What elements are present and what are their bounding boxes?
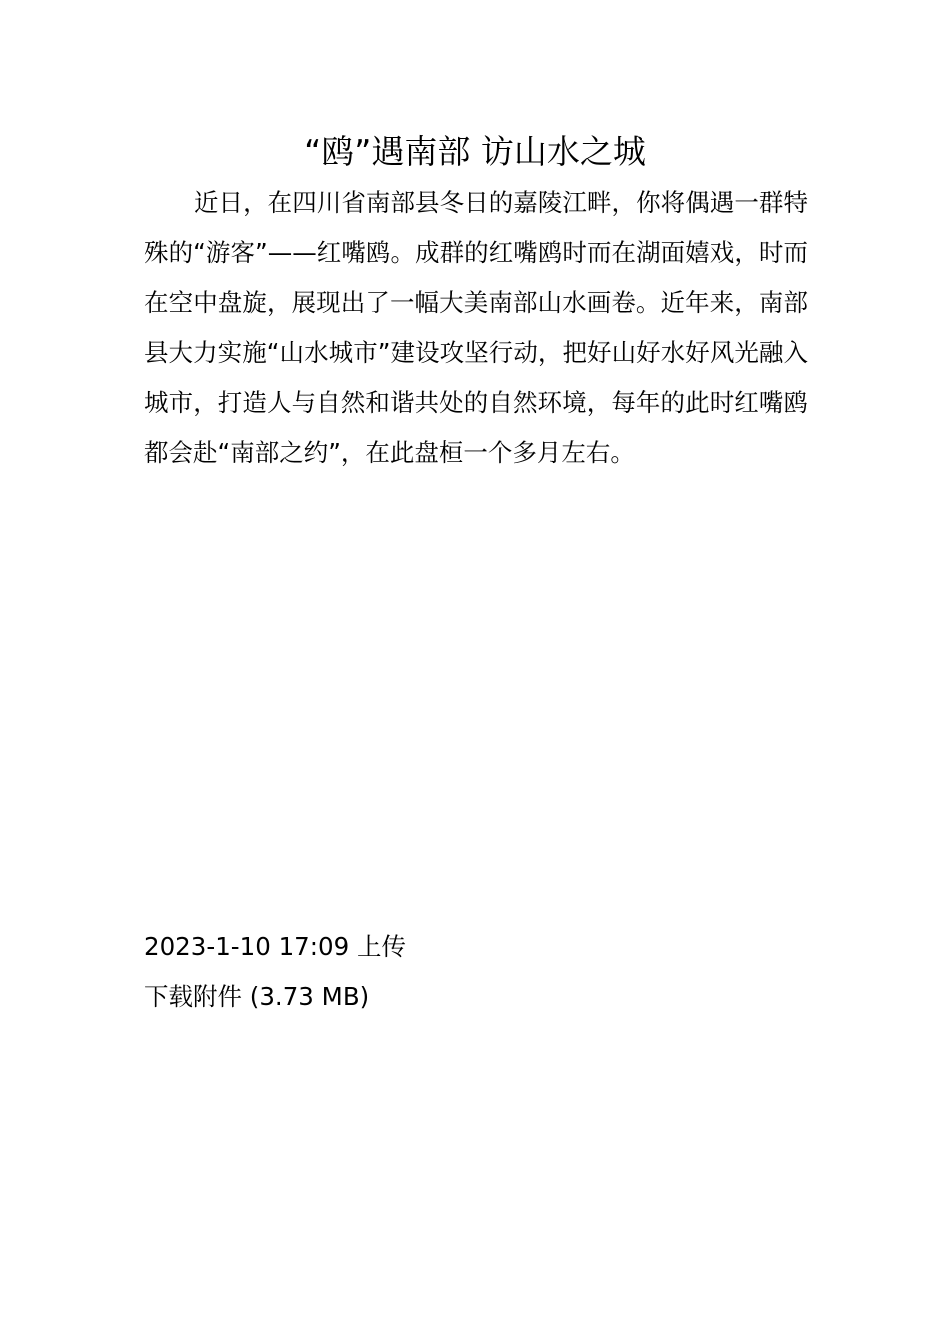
download-attachment-link[interactable]: 下载附件 (3.73 MB) bbox=[144, 982, 370, 1011]
article-title: “鸥”遇南部 访山水之城 bbox=[304, 132, 646, 171]
article-paragraph: 近日，在四川省南部县冬日的嘉陵江畔，你将偶遇一群特殊的“游客”——红嘴鸥。成群的红嘴鸥时而在湖面嬉戏，时而在空中盘旋，展现出了一幅大美南部山水画卷。近年来，南部县大力实施“山水城市”建设攻坚行动，把好山好水好风光融入城市，打造人与自然和谐共处的自然环境，每年的此时红嘴鸥都会赴“南部之约”，在此盘桓一个多月左右。 bbox=[144, 188, 808, 467]
upload-timestamp: 2023-1-10 17:09 上传 bbox=[144, 932, 406, 961]
